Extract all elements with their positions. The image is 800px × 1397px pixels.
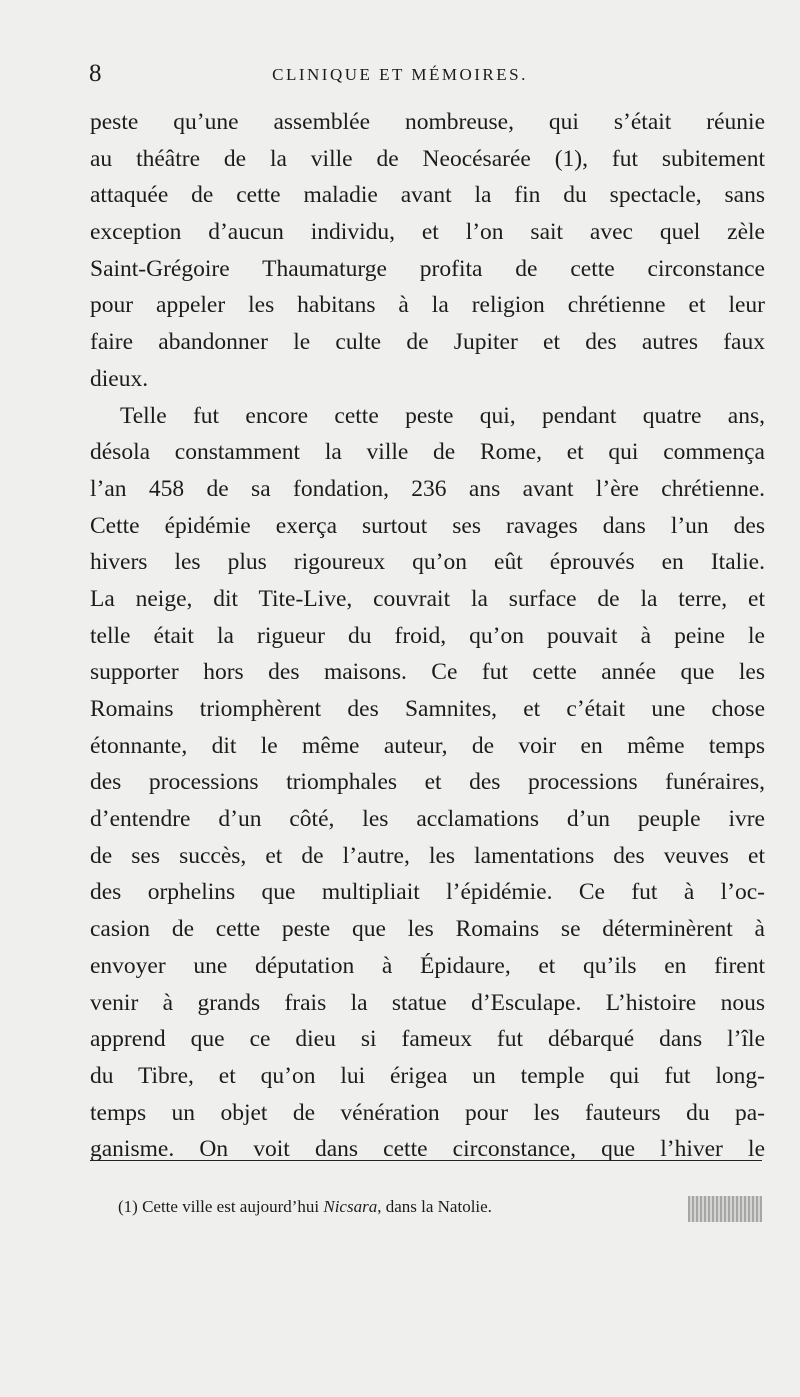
- text-line: ganisme. On voit dans cette circonstance, que l’hiver le: [90, 1136, 765, 1163]
- text-line: exception d’aucun individu, et l’on sait avec quel zèle: [90, 219, 765, 246]
- text-line: telle était la rigueur du froid, qu’on pouvait à peine le: [90, 622, 765, 649]
- page-number: 8: [89, 60, 102, 87]
- text-line: hivers les plus rigoureux qu’on eût éprouvés en Italie.: [90, 549, 765, 576]
- running-head: CLINIQUE ET MÉMOIRES.: [272, 65, 528, 84]
- text-line: dieux.: [90, 365, 149, 392]
- library-stamp: [688, 1196, 762, 1222]
- text-line: Cette épidémie exerça surtout ses ravages dans l’un des: [90, 512, 765, 539]
- text-line: envoyer une députation à Épidaure, et qu’ils en firent: [90, 952, 765, 979]
- text-line: au théâtre de la ville de Neocésarée (1), fut subitement: [90, 145, 765, 172]
- body-text: [90, 104, 765, 1168]
- text-line: des processions triomphales et des processions funéraires,: [90, 769, 765, 796]
- text-line: faire abandonner le culte de Jupiter et des autres faux: [90, 329, 765, 356]
- text-line: étonnante, dit le même auteur, de voir en même temps: [90, 732, 765, 759]
- text-line: casion de cette peste que les Romains se déterminèrent à: [90, 916, 765, 943]
- text-line: l’an 458 de sa fondation, 236 ans avant l’ère chrétienne.: [90, 475, 765, 502]
- text-line: du Tibre, et qu’on lui érigea un temple qui fut long-: [90, 1062, 765, 1089]
- text-line: de ses succès, et de l’autre, les lamentations des veuves et: [90, 842, 765, 869]
- text-line: Romains triomphèrent des Samnites, et c’était une chose: [90, 696, 765, 722]
- footnote-text: Cette ville est aujourd’hui: [142, 1197, 320, 1216]
- footnote-text-end: , dans la Natolie.: [377, 1197, 492, 1216]
- page-header: [0, 58, 800, 90]
- text-line: peste qu’une assemblée nombreuse, qui s’était réunie: [90, 109, 765, 135]
- text-line: désola constamment la ville de Rome, et qui commença: [90, 439, 765, 466]
- text-line: attaquée de cette maladie avant la fin du spectacle, sans: [90, 182, 765, 209]
- footnote: [118, 1195, 492, 1219]
- text-line: temps un objet de vénération pour les fauteurs du pa-: [90, 1099, 765, 1126]
- text-line: La neige, dit Tite-Live, couvrait la surface de la terre, et: [90, 585, 765, 612]
- text-line: apprend que ce dieu si fameux fut débarqué dans l’île: [90, 1026, 765, 1053]
- text-line: pour appeler les habitans à la religion chrétienne et leur: [90, 292, 765, 319]
- text-line: Saint-Grégoire Thaumaturge profita de cette circonstance: [90, 255, 765, 282]
- text-line: venir à grands frais la statue d’Esculape. L’histoire nous: [90, 989, 765, 1016]
- text-line: des orphelins que multipliait l’épidémie. Ce fut à l’oc-: [90, 879, 765, 906]
- text-line: supporter hors des maisons. Ce fut cette année que les: [90, 659, 765, 686]
- text-line: Telle fut encore cette peste qui, pendant quatre ans,: [120, 402, 765, 429]
- footnote-marker: (1): [118, 1197, 138, 1216]
- footnote-place-name: Nicsara: [323, 1197, 378, 1216]
- footnote-rule: [90, 1160, 762, 1161]
- text-line: d’entendre d’un côté, les acclamations d’un peuple ivre: [90, 806, 765, 833]
